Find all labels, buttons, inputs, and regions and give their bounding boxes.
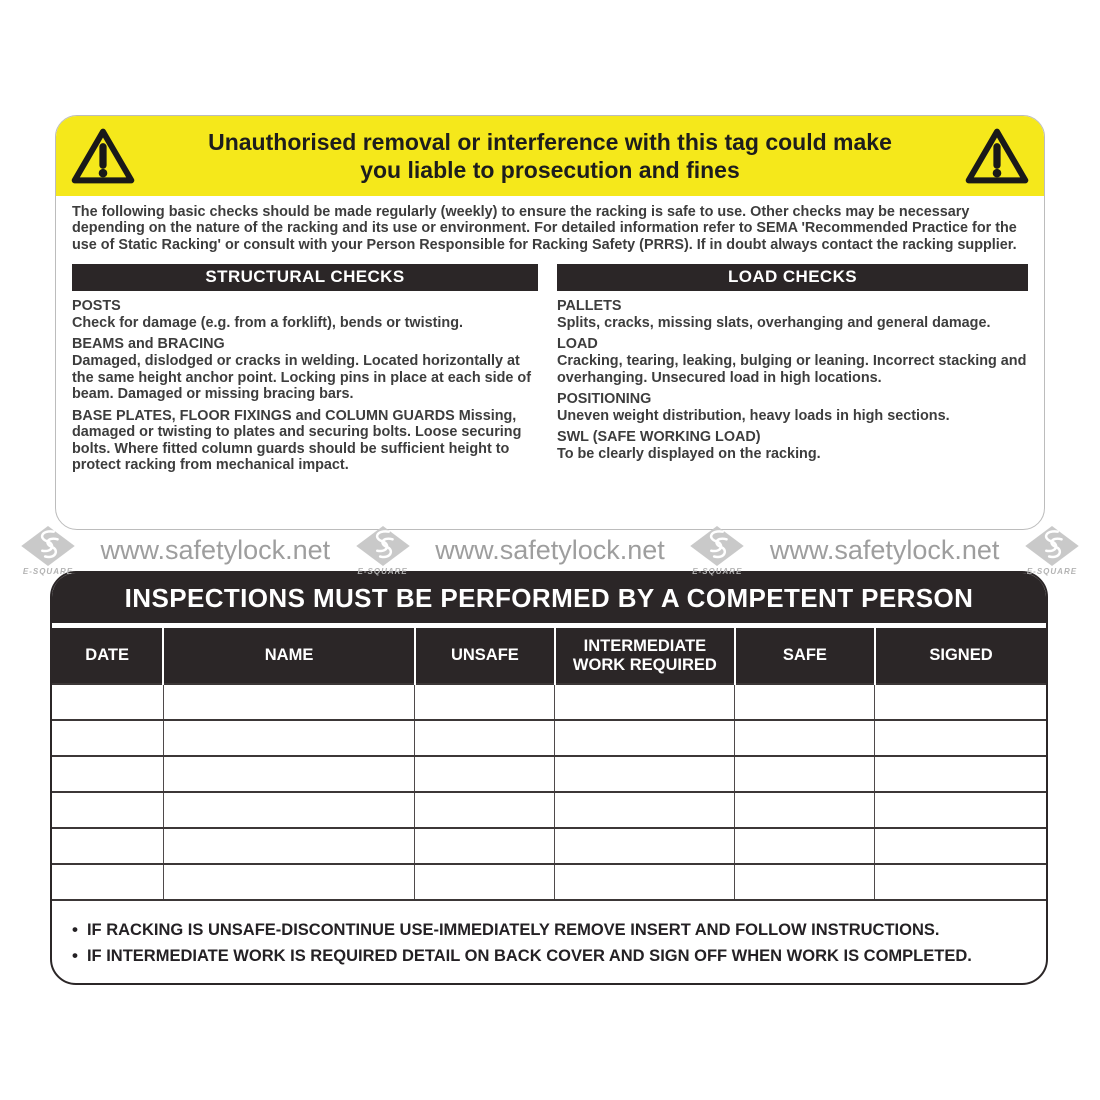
table-cell[interactable] [555, 864, 735, 900]
table-cell[interactable] [415, 720, 555, 756]
watermark-url: www.safetylock.net [435, 534, 665, 565]
instruction-bullet: • IF RACKING IS UNSAFE-DISCONTINUE USE-IMMEDIATELY REMOVE INSERT AND FOLLOW INSTRUCTIONS. [72, 917, 1026, 943]
intro-text: The following basic checks should be made regularly (weekly) to ensure the racking is safe to use. Other checks may be necessary depending on the nature of the racking and its use or environment. For detailed information refer to SEMA 'Recommended Practice for the use of Static Racking' or consult with your Person Responsible for Racking Safety (PRRS). If in doubt always contact the racking supplier. [72, 204, 1017, 253]
e-square-logo [18, 525, 78, 576]
column-header-unsafe: UNSAFE [415, 628, 555, 684]
table-cell[interactable] [415, 792, 555, 828]
inspection-record-card [50, 571, 1048, 985]
load-checks-list [557, 298, 1028, 462]
column-header-intermediate-work-required: INTERMEDIATE WORK REQUIRED [555, 628, 735, 684]
table-cell[interactable] [52, 756, 163, 792]
table-cell[interactable] [555, 720, 735, 756]
checks-columns [72, 264, 1028, 479]
table-cell[interactable] [163, 864, 414, 900]
e-square-logo-label: E-SQUARE [357, 566, 408, 576]
e-square-logo-label: E-SQUARE [1026, 566, 1078, 576]
instruction-bullets [72, 917, 1026, 970]
table-cell[interactable] [163, 684, 414, 720]
inspection-table [52, 628, 1046, 901]
column-header-date: DATE [52, 628, 163, 684]
table-cell[interactable] [163, 756, 414, 792]
load-checks-section [557, 264, 1028, 479]
watermark-url: www.safetylock.net [100, 534, 331, 565]
warning-banner [56, 116, 1044, 196]
table-row [52, 756, 1046, 792]
e-square-logo-label: E-SQUARE [692, 566, 743, 576]
table-cell[interactable] [555, 828, 735, 864]
table-cell[interactable] [163, 828, 414, 864]
instruction-bullet: • IF INTERMEDIATE WORK IS REQUIRED DETAIL ON BACK COVER AND SIGN OFF WHEN WORK IS COMPLETED. [72, 943, 1026, 969]
watermark-band [0, 524, 1100, 576]
table-cell[interactable] [415, 828, 555, 864]
e-square-logo-label: E-SQUARE [22, 566, 74, 576]
table-cell[interactable] [52, 864, 163, 900]
table-cell[interactable] [52, 720, 163, 756]
structural-checks-section [72, 264, 538, 479]
table-cell[interactable] [52, 684, 163, 720]
structural-checks-list [72, 298, 538, 474]
table-cell[interactable] [875, 720, 1046, 756]
table-cell[interactable] [415, 684, 555, 720]
table-cell[interactable] [555, 756, 735, 792]
inspection-title: INSPECTIONS MUST BE PERFORMED BY A COMPETENT PERSON [52, 573, 1046, 623]
load-checks-header: LOAD CHECKS [557, 264, 1028, 291]
watermark-url: www.safetylock.net [769, 534, 1000, 565]
table-cell[interactable] [52, 828, 163, 864]
table-cell[interactable] [875, 792, 1046, 828]
check-item: POSITIONING Uneven weight distribution, heavy loads in high sections. [557, 391, 950, 424]
table-cell[interactable] [735, 864, 875, 900]
check-item: SWL (SAFE WORKING LOAD) To be clearly displayed on the racking. [557, 429, 821, 462]
table-cell[interactable] [735, 828, 875, 864]
table-cell[interactable] [875, 684, 1046, 720]
table-cell[interactable] [163, 792, 414, 828]
check-item: LOAD Cracking, tearing, leaking, bulging or leaning. Incorrect stacking and overhanging. Unsecured load in high locations. [557, 336, 1027, 386]
table-row [52, 864, 1046, 900]
table-cell[interactable] [735, 756, 875, 792]
check-item: POSTS Check for damage (e.g. from a forklift), bends or twisting. [72, 298, 463, 331]
table-cell[interactable] [875, 864, 1046, 900]
e-square-logo [353, 525, 413, 576]
table-cell[interactable] [555, 684, 735, 720]
e-square-logo [687, 525, 747, 576]
table-cell[interactable] [52, 792, 163, 828]
column-header-name: NAME [163, 628, 414, 684]
column-header-signed: SIGNED [875, 628, 1046, 684]
table-cell[interactable] [555, 792, 735, 828]
warning-triangle-icon [70, 127, 136, 185]
check-item: PALLETS Splits, cracks, missing slats, overhanging and general damage. [557, 298, 991, 331]
check-item: BEAMS and BRACING Damaged, dislodged or cracks in welding. Located horizontally at the same height anchor point. Locking pins in place at each side of beam. Damaged or missing bracing bars. [72, 336, 531, 403]
structural-checks-header: STRUCTURAL CHECKS [72, 264, 538, 291]
table-cell[interactable] [875, 756, 1046, 792]
table-cell[interactable] [875, 828, 1046, 864]
table-row [52, 828, 1046, 864]
warning-title: Unauthorised removal or interference with this tag could make you liable to prosecution and fines [208, 128, 892, 183]
table-cell[interactable] [735, 684, 875, 720]
check-item: BASE PLATES, FLOOR FIXINGS and COLUMN GUARDS Missing, damaged or twisting to plates and securing bolts. Loose securing bolts. Where fitted column guards should be sufficient height to protect racking from mechanical impact. [72, 407, 522, 474]
table-cell[interactable] [735, 720, 875, 756]
column-header-safe: SAFE [735, 628, 875, 684]
table-row [52, 684, 1046, 720]
table-header-row [52, 628, 1046, 684]
table-row [52, 720, 1046, 756]
table-cell[interactable] [735, 792, 875, 828]
e-square-logo [1022, 525, 1082, 576]
table-row [52, 792, 1046, 828]
table-cell[interactable] [415, 756, 555, 792]
weekly-checks-card [55, 115, 1045, 530]
table-cell[interactable] [415, 864, 555, 900]
warning-triangle-icon [964, 127, 1030, 185]
table-cell[interactable] [163, 720, 414, 756]
